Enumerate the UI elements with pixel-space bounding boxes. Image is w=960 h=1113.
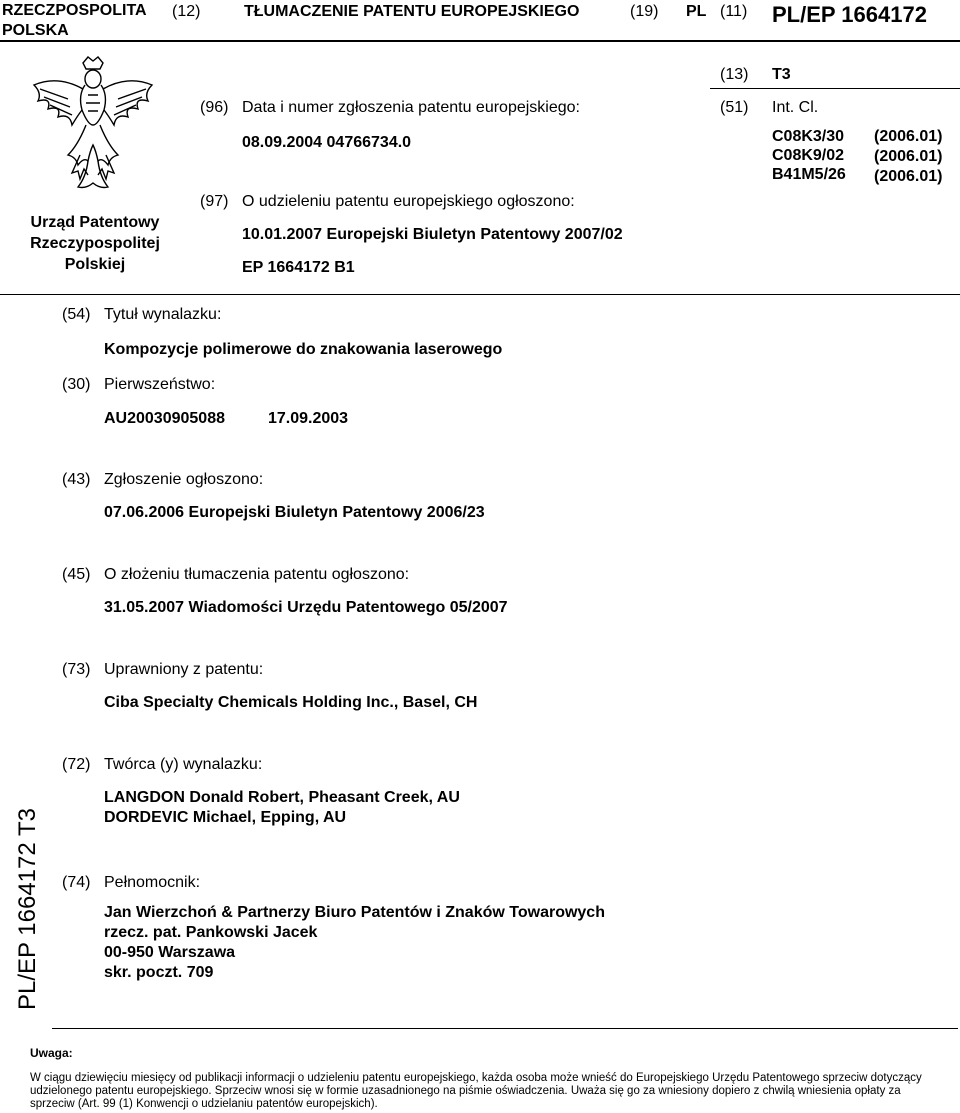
kind-code: T3 — [772, 66, 791, 83]
int-cl-label: Int. Cl. — [772, 99, 819, 116]
int-cl-date-1: (2006.01) — [874, 128, 943, 145]
attorney-line1: Jan Wierzchoń & Partnerzy Biuro Patentów i Znaków Towarowych — [104, 904, 605, 921]
kind-code-divider — [710, 88, 960, 89]
proprietor: Ciba Specialty Chemicals Holding Inc., Basel, CH — [104, 694, 478, 711]
attorney-line4: skr. poczt. 709 — [104, 964, 214, 981]
int-cl-code-2: C08K9/02 — [772, 147, 845, 164]
side-patent-number: PL/EP 1664172 T3 — [14, 808, 41, 1010]
code-13: (13) — [720, 66, 749, 83]
code-11: (11) — [720, 3, 748, 20]
code-51: (51) — [720, 99, 749, 116]
office-name-line1: Urząd Patentowy — [30, 214, 160, 231]
code-97: (97) — [200, 193, 229, 210]
attorney-line2: rzecz. pat. Pankowski Jacek — [104, 924, 318, 941]
field-73-label: Uprawniony z patentu: — [104, 661, 264, 678]
footer-divider — [52, 1028, 958, 1029]
code-54: (54) — [62, 306, 91, 323]
inventor-2: DORDEVIC Michael, Epping, AU — [104, 809, 347, 826]
int-cl-date-3: (2006.01) — [874, 168, 943, 185]
field-43-label: Zgłoszenie ogłoszono: — [104, 471, 264, 488]
section-divider — [0, 294, 960, 295]
header-divider — [0, 40, 960, 42]
inventor-1: LANGDON Donald Robert, Pheasant Creek, AU — [104, 789, 460, 806]
patent-number: PL/EP 1664172 — [772, 2, 927, 27]
field-97-value2: EP 1664172 B1 — [242, 259, 355, 276]
country-name-line2: POLSKA — [2, 22, 69, 39]
field-96-label: Data i numer zgłoszenia patentu europejskiego: — [242, 99, 580, 116]
notice-text: W ciągu dziewięciu miesięcy od publikacji informacji o udzieleniu patentu europejskiego, każda osoba może wnieść do Europejskiego Urzędu Patentowego sprzeciw dotyczący udzielonego patentu europejskiego. Sprzeciw wnosi się w formie uzasadnionego na piśmie oświadczenia. Uważa się go za wniesiony dopiero z chwilą wniesienia opłaty za sprzeciw (Art. 99 (1) Konwencji o udzielaniu patentów europejskich). — [30, 1072, 922, 1110]
document-type: TŁUMACZENIE PATENTU EUROPEJSKIEGO — [244, 3, 580, 20]
field-45-label: O złożeniu tłumaczenia patentu ogłoszono: — [104, 566, 410, 583]
field-30-label: Pierwszeństwo: — [104, 376, 216, 393]
field-54-label: Tytuł wynalazku: — [104, 306, 222, 323]
int-cl-date-2: (2006.01) — [874, 148, 943, 165]
priority-number: AU20030905088 — [104, 410, 225, 427]
office-name-line3: Polskiej — [64, 256, 126, 273]
field-97-label: O udzieleniu patentu europejskiego ogłoszono: — [242, 193, 575, 210]
code-73: (73) — [62, 661, 91, 678]
code-45: (45) — [62, 566, 91, 583]
code-74: (74) — [62, 874, 91, 891]
office-name-line2: Rzeczypospolitej — [30, 235, 160, 252]
priority-date: 17.09.2003 — [268, 410, 349, 427]
invention-title: Kompozycje polimerowe do znakowania laserowego — [104, 341, 503, 358]
int-cl-code-3: B41M5/26 — [772, 166, 846, 183]
int-cl-code-1: C08K3/30 — [772, 128, 845, 145]
field-74-label: Pełnomocnik: — [104, 874, 201, 891]
field-45-value: 31.05.2007 Wiadomości Urzędu Patentowego 05/2007 — [104, 599, 508, 616]
field-97-value1: 10.01.2007 Europejski Biuletyn Patentowy 2007/02 — [242, 226, 623, 243]
notice-title: Uwaga: — [30, 1046, 73, 1060]
field-96-value: 08.09.2004 04766734.0 — [242, 134, 412, 151]
code-43: (43) — [62, 471, 91, 488]
code-30: (30) — [62, 376, 91, 393]
country-code: PL — [686, 3, 707, 20]
code-72: (72) — [62, 756, 91, 773]
country-name-line1: RZECZPOSPOLITA — [2, 2, 147, 19]
code-12: (12) — [172, 3, 201, 20]
attorney-line3: 00-950 Warszawa — [104, 944, 236, 961]
polish-eagle-emblem-icon — [28, 55, 158, 195]
code-19: (19) — [630, 3, 659, 20]
field-43-value: 07.06.2006 Europejski Biuletyn Patentowy 2006/23 — [104, 504, 485, 521]
field-72-label: Twórca (y) wynalazku: — [104, 756, 263, 773]
code-96: (96) — [200, 99, 229, 116]
